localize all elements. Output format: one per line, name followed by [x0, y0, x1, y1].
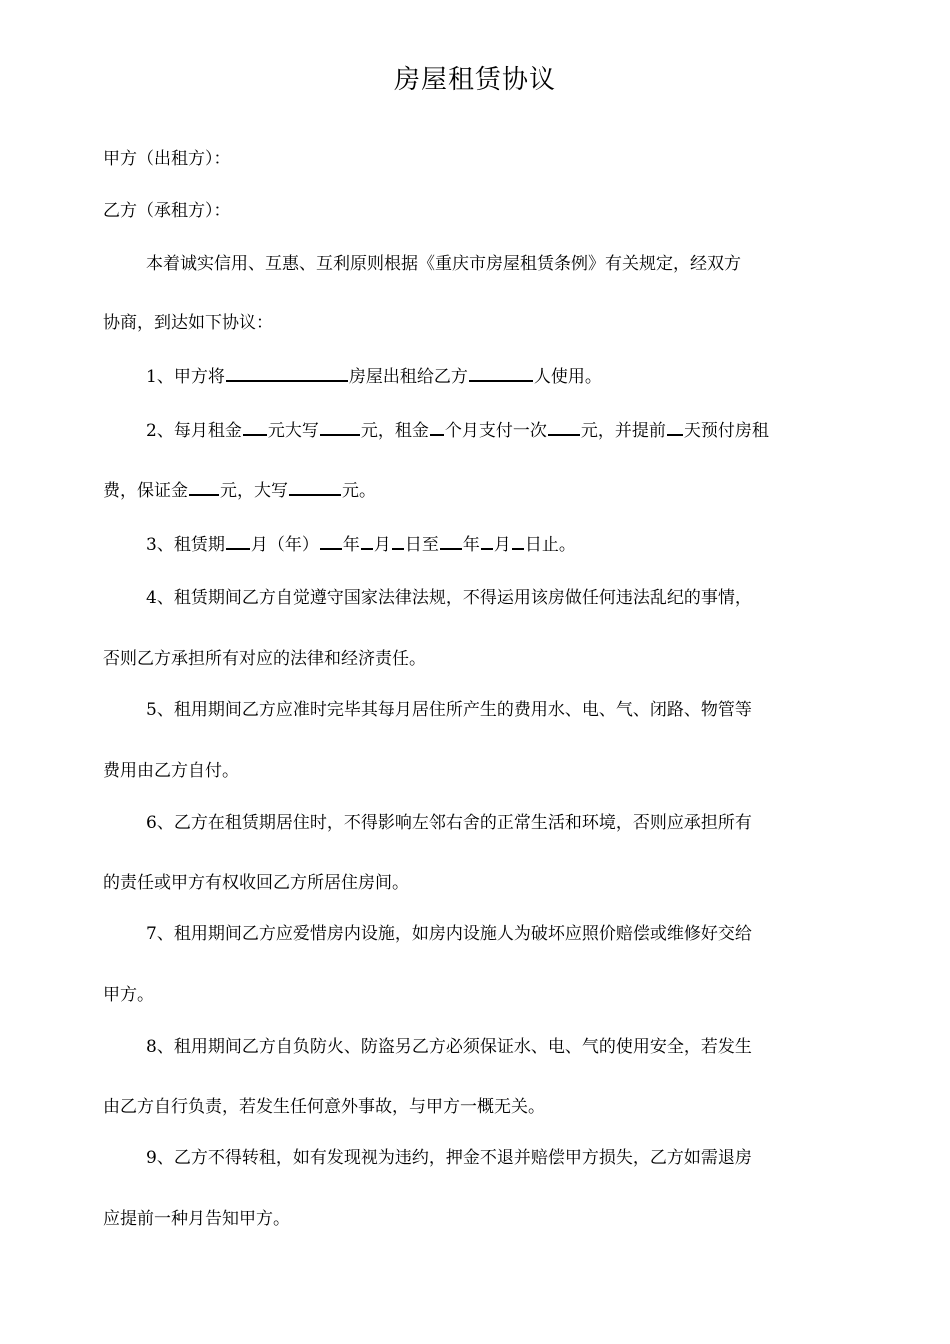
clause-2-line-1 [146, 417, 886, 443]
clause-3-text: 月（年） [250, 535, 319, 555]
clause-2-text: 天预付房租 [683, 421, 769, 441]
preamble-line-2: 协商，到达如下协议： [103, 313, 273, 333]
blank-field [289, 477, 341, 496]
blank-field [226, 363, 348, 382]
clause-4-line-1: 4、租赁期间乙方自觉遵守国家法律法规，不得运用该房做任何违法乱纪的事情， [146, 588, 752, 608]
clause-9-line-1: 9、乙方不得转租，如有发现视为违约，押金不退并赔偿甲方损失，乙方如需退房 [146, 1148, 752, 1168]
blank-field [320, 417, 360, 436]
clause-7-line-2: 甲方。 [103, 985, 154, 1005]
clause-2-text: 元，大写 [220, 481, 288, 501]
clause-9-line-2: 应提前一种月告知甲方。 [103, 1209, 290, 1229]
blank-field [512, 531, 524, 550]
clause-2-text: 元，租金 [360, 421, 429, 441]
clause-8-line-1: 8、租用期间乙方自负防火、防盗另乙方必须保证水、电、气的使用安全，若发生 [146, 1037, 752, 1057]
party-b-label: 乙方（承租方）： [103, 201, 231, 221]
clause-2-text: 元大写 [267, 421, 319, 441]
clause-3-text: 年 [342, 535, 360, 555]
clause-3-text: 日止。 [524, 535, 576, 555]
document-title: 房屋租赁协议 [393, 65, 556, 95]
clause-5-line-2: 费用由乙方自付。 [103, 761, 239, 781]
clause-3-text: 月 [373, 535, 391, 555]
clause-2-text: 元，并提前 [580, 421, 666, 441]
clause-3-text: 月 [493, 535, 511, 555]
blank-field [430, 417, 444, 436]
blank-field [392, 531, 404, 550]
clause-2-text: 个月支付一次 [444, 421, 547, 441]
blank-field [226, 531, 250, 550]
clause-1 [146, 363, 886, 389]
clause-2-line-2 [103, 477, 843, 503]
party-a-label: 甲方（出租方）： [103, 149, 231, 169]
blank-field [548, 417, 580, 436]
clause-8-line-2: 由乙方自行负责，若发生任何意外事故，与甲方一概无关。 [103, 1097, 545, 1117]
clause-2-text: 2、每月租金 [146, 421, 242, 441]
clause-1-text-a: 1、甲方将 [146, 367, 225, 387]
clause-7-line-1: 7、租用期间乙方应爱惜房内设施，如房内设施人为破坏应照价赔偿或维修好交给 [146, 924, 752, 944]
clause-4-line-2: 否则乙方承担所有对应的法律和经济责任。 [103, 649, 426, 669]
clause-3-text: 3、租赁期 [146, 535, 225, 555]
blank-field [243, 417, 267, 436]
clause-1-text-c: 人使用。 [533, 367, 602, 387]
clause-6-line-1: 6、乙方在租赁期居住时，不得影响左邻右舍的正常生活和环境，否则应承担所有 [146, 813, 752, 833]
clause-2-text: 费，保证金 [103, 481, 188, 501]
blank-field [469, 363, 533, 382]
preamble-line-1: 本着诚实信用、互惠、互利原则根据《重庆市房屋租赁条例》有关规定，经双方 [146, 254, 741, 274]
blank-field [189, 477, 219, 496]
clause-1-text-b: 房屋出租给乙方 [348, 367, 468, 387]
clause-3-text: 年 [462, 535, 480, 555]
clause-5-line-1: 5、租用期间乙方应准时完毕其每月居住所产生的费用水、电、气、闭路、物管等 [146, 700, 752, 720]
blank-field [667, 417, 683, 436]
clause-3 [146, 531, 886, 557]
clause-2-text: 元。 [342, 481, 376, 501]
blank-field [361, 531, 373, 550]
blank-field [440, 531, 462, 550]
clause-3-text: 日至 [404, 535, 439, 555]
clause-6-line-2: 的责任或甲方有权收回乙方所居住房间。 [103, 873, 409, 893]
blank-field [320, 531, 342, 550]
blank-field [481, 531, 493, 550]
